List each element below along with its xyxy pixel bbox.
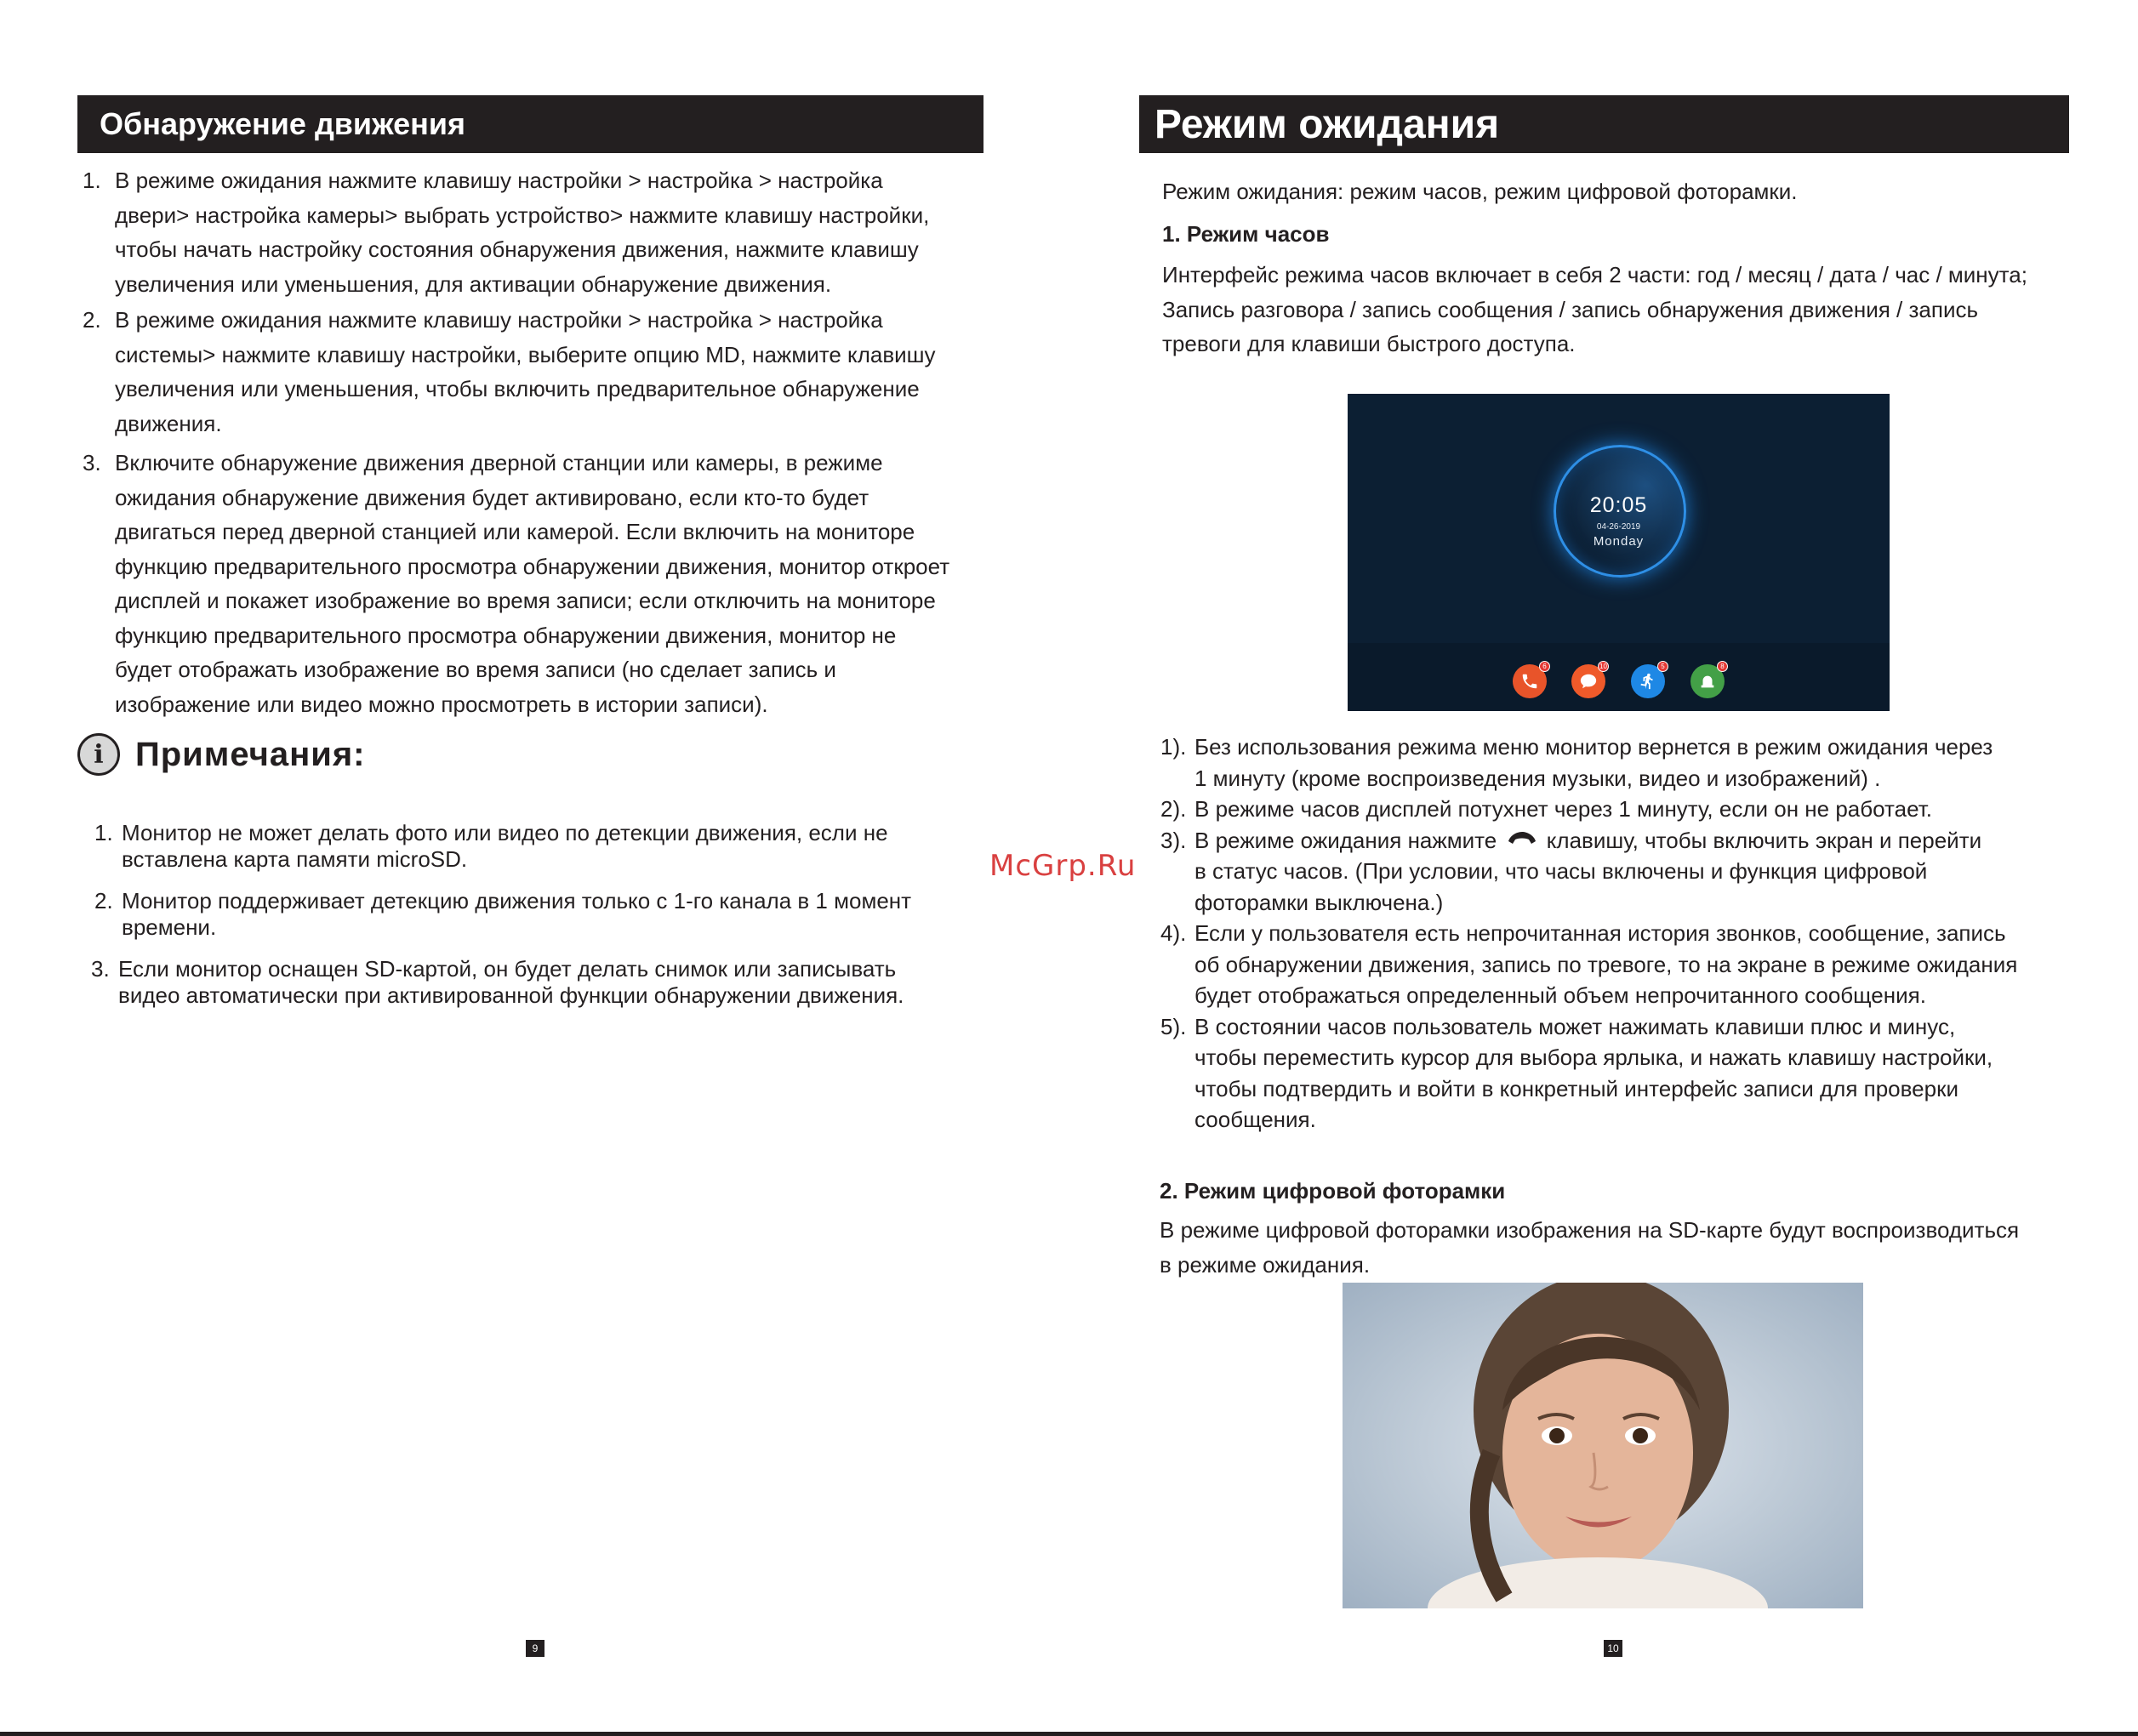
message-record-icon: 10 — [1571, 664, 1605, 698]
child-portrait-photo — [1343, 1283, 1863, 1608]
list-item: 2). В режиме часов дисплей потухнет через 1 минуту, если он не работает. — [1160, 796, 1932, 822]
clock-mode-title: 1. Режим часов — [1162, 221, 1330, 247]
list-item: 1. Монитор не может делать фото или видео по детекции движения, если не вставлена карта памяти microSD. — [94, 820, 888, 872]
phone-record-icon: 6 — [1513, 664, 1547, 698]
motion-steps — [83, 163, 1001, 726]
bottom-border — [0, 1732, 2138, 1736]
photo-frame-description: В режиме цифровой фоторамки изображения на SD-карте будут воспроизводиться в режиме ожидания. — [1160, 1217, 2020, 1278]
section-title-standby-mode: Режим ожидания — [1139, 95, 2069, 153]
shortcut-dock — [1348, 643, 1890, 711]
list-item: 5). В состоянии часов пользователь может нажимать клавиши плюс и минус, чтобы переместить курсор для выбора ярлыка, и нажать клавишу настройки, чтобы подтвердить и войти в конкретный интерфейс записи для проверки сообщения. — [1160, 1013, 1993, 1132]
watermark: McGrp.Ru — [989, 849, 1137, 883]
handset-icon — [1503, 825, 1541, 857]
photo-frame-mode-title: 2. Режим цифровой фоторамки — [1160, 1178, 1506, 1204]
notes-list — [91, 820, 1013, 1024]
section-title-motion-detection: Обнаружение движения — [77, 95, 983, 153]
notes-title: Примечания: — [135, 735, 366, 773]
clock-day: Monday — [1593, 534, 1645, 549]
clock-mode-description: Интерфейс режима часов включает в себя 2 части: год / месяц / дата / час / минута; Запись разговора / запись сообщения / запись обнаружения движения / запись тревоги для клавиши быстрого доступа. — [1162, 262, 2027, 356]
right-page — [1069, 0, 2138, 1736]
list-item: 3. Включите обнаружение движения дверной станции или камеры, в режиме ожидания обнаружение движения будет активировано, если кто-то будет двигаться перед дверной станцией или камерой. Если включить на мониторе функцию предварительного просмотра обнаружении движения, монитор откроет дисплей и покажет изображение во время записи; если отключить на мониторе функцию предварительного просмотра обнаружении движения, монитор не будет отображать изображение во время записи (но сделает запись и изображение или видео можно просмотреть в истории записи). — [83, 450, 950, 717]
clock-date: 04-26-2019 — [1596, 522, 1641, 532]
page-number: 9 — [526, 1640, 544, 1657]
motion-record-icon: 5 — [1631, 664, 1665, 698]
list-item: 1. В режиме ожидания нажмите клавишу настройки > настройка > настройка двери> настройка камеры> выбрать устройство> нажмите клавишу настройки, чтобы начать настройку состояния обнаружения движения, нажмите клавишу увеличения или уменьшения, для активации обнаружение движения. — [83, 168, 930, 297]
list-item: 3). В режиме ожидания нажмите клавишу, чтобы включить экран и перейти в статус часов. (При условии, что часы включены и функция цифровой фоторамки выключена.) — [1160, 825, 2113, 919]
monitor-clock-screenshot — [1348, 394, 1890, 711]
page-number: 10 — [1604, 1640, 1622, 1657]
list-item: 4). Если у пользователя есть непрочитанная история звонков, сообщение, запись об обнаружении движения, запись по тревоге, то на экране в режиме ожидания будет отображаться определенный объем непрочитанного сообщения. — [1160, 920, 2018, 1008]
intro-text: Режим ожидания: режим часов, режим цифровой фоторамки. — [1162, 179, 1798, 204]
list-item: 2. В режиме ожидания нажмите клавишу настройки > настройка > настройка системы> нажмите клавишу настройки, выберите опцию MD, нажмите клавишу увеличения или уменьшения, чтобы включить предварительное обнаружение движения. — [83, 307, 936, 436]
clock-time: 20:05 — [1589, 493, 1648, 517]
list-item: 3. Если монитор оснащен SD-картой, он будет делать снимок или записывать видео автоматически при активированной функции обнаружении движения. — [91, 956, 904, 1008]
list-item: 1). Без использования режима меню монитор вернется в режим ожидания через 1 минуту (кроме воспроизведения музыки, видео и изображений) . — [1160, 734, 1993, 791]
list-item: 2. Монитор поддерживает детекцию движения только с 1-го канала в 1 момент времени. — [94, 888, 912, 940]
clock-mode-points — [1160, 731, 2113, 1136]
alarm-record-icon: 8 — [1690, 664, 1725, 698]
info-icon: i — [77, 733, 120, 776]
notes-header — [77, 733, 366, 776]
